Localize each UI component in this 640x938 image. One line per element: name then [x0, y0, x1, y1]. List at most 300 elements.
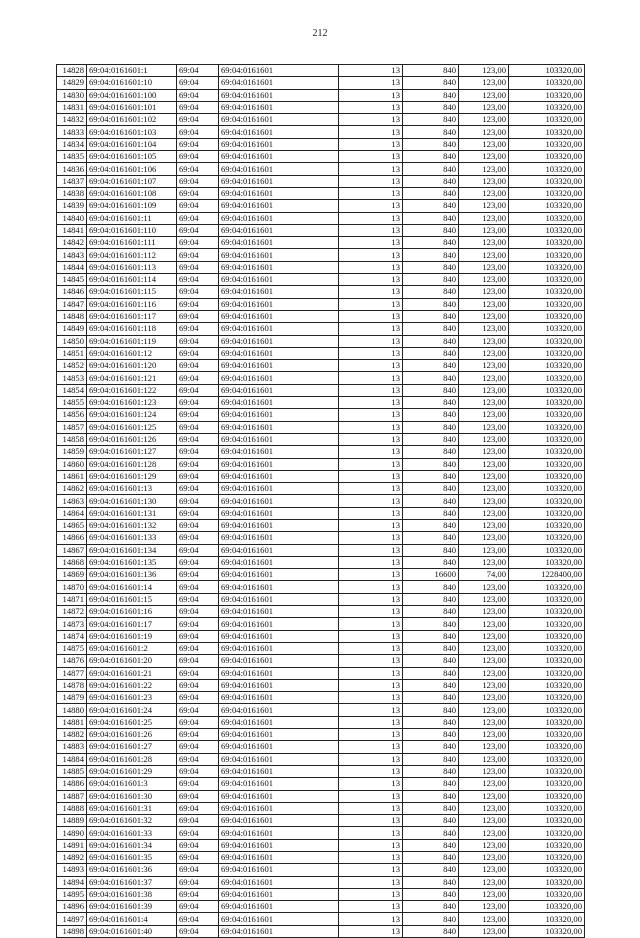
cell-district-code: 69:04	[177, 114, 219, 126]
cell-quarter-code: 69:04:0161601	[219, 397, 339, 409]
cell-cadastral-number: 69:04:0161601:134	[87, 544, 177, 556]
cell-quarter-code: 69:04:0161601	[219, 642, 339, 654]
table-row	[57, 864, 585, 876]
cell-cadastral-number: 69:04:0161601:32	[87, 815, 177, 827]
cell-rate: 123,00	[459, 384, 509, 396]
cell-rate: 123,00	[459, 815, 509, 827]
cell-rate: 123,00	[459, 655, 509, 667]
cell-area: 840	[403, 458, 459, 470]
cell-value: 103320,00	[509, 310, 585, 322]
register-table	[56, 64, 585, 938]
cell-area: 840	[403, 360, 459, 372]
cell-district-code: 69:04	[177, 655, 219, 667]
cell-quarter-code: 69:04:0161601	[219, 249, 339, 261]
cell-district-code: 69:04	[177, 888, 219, 900]
cell-cadastral-number: 69:04:0161601:22	[87, 679, 177, 691]
table-row	[57, 630, 585, 642]
cell-row-number: 14847	[57, 298, 87, 310]
cell-district-code: 69:04	[177, 790, 219, 802]
table-row	[57, 532, 585, 544]
cell-district-code: 69:04	[177, 347, 219, 359]
cell-rate: 123,00	[459, 925, 509, 937]
cell-rate: 123,00	[459, 65, 509, 77]
cell-value: 103320,00	[509, 630, 585, 642]
cell-quarter-code: 69:04:0161601	[219, 187, 339, 199]
cell-category-code: 13	[339, 77, 403, 89]
cell-value: 103320,00	[509, 888, 585, 900]
cell-value: 103320,00	[509, 249, 585, 261]
cell-category-code: 13	[339, 200, 403, 212]
table-row	[57, 261, 585, 273]
cell-category-code: 13	[339, 261, 403, 273]
cell-category-code: 13	[339, 667, 403, 679]
cell-quarter-code: 69:04:0161601	[219, 519, 339, 531]
table-row	[57, 409, 585, 421]
cell-district-code: 69:04	[177, 556, 219, 568]
cell-rate: 123,00	[459, 138, 509, 150]
cell-category-code: 13	[339, 716, 403, 728]
cell-row-number: 14828	[57, 65, 87, 77]
table-row	[57, 765, 585, 777]
cell-category-code: 13	[339, 101, 403, 113]
table-row	[57, 298, 585, 310]
cell-area: 840	[403, 126, 459, 138]
cell-row-number: 14895	[57, 888, 87, 900]
cell-rate: 123,00	[459, 544, 509, 556]
cell-row-number: 14840	[57, 212, 87, 224]
cell-row-number: 14859	[57, 446, 87, 458]
cell-district-code: 69:04	[177, 323, 219, 335]
cell-quarter-code: 69:04:0161601	[219, 224, 339, 236]
cell-quarter-code: 69:04:0161601	[219, 618, 339, 630]
cell-category-code: 13	[339, 655, 403, 667]
cell-quarter-code: 69:04:0161601	[219, 298, 339, 310]
cell-quarter-code: 69:04:0161601	[219, 692, 339, 704]
cell-cadastral-number: 69:04:0161601:1	[87, 65, 177, 77]
table-row	[57, 163, 585, 175]
cell-cadastral-number: 69:04:0161601:129	[87, 470, 177, 482]
cell-rate: 123,00	[459, 618, 509, 630]
cell-area: 840	[403, 409, 459, 421]
cell-cadastral-number: 69:04:0161601:39	[87, 901, 177, 913]
cell-row-number: 14878	[57, 679, 87, 691]
cell-quarter-code: 69:04:0161601	[219, 421, 339, 433]
cell-cadastral-number: 69:04:0161601:114	[87, 274, 177, 286]
cell-value: 103320,00	[509, 815, 585, 827]
cell-district-code: 69:04	[177, 852, 219, 864]
cell-value: 103320,00	[509, 864, 585, 876]
cell-rate: 123,00	[459, 151, 509, 163]
cell-cadastral-number: 69:04:0161601:20	[87, 655, 177, 667]
cell-district-code: 69:04	[177, 335, 219, 347]
cell-rate: 123,00	[459, 827, 509, 839]
cell-quarter-code: 69:04:0161601	[219, 89, 339, 101]
cell-district-code: 69:04	[177, 606, 219, 618]
cell-quarter-code: 69:04:0161601	[219, 163, 339, 175]
cell-value: 103320,00	[509, 65, 585, 77]
cell-value: 103320,00	[509, 335, 585, 347]
cell-value: 103320,00	[509, 77, 585, 89]
cell-rate: 123,00	[459, 409, 509, 421]
cell-row-number: 14863	[57, 495, 87, 507]
cell-rate: 123,00	[459, 458, 509, 470]
table-row	[57, 519, 585, 531]
cell-quarter-code: 69:04:0161601	[219, 286, 339, 298]
cell-district-code: 69:04	[177, 249, 219, 261]
cell-category-code: 13	[339, 507, 403, 519]
cell-cadastral-number: 69:04:0161601:40	[87, 925, 177, 937]
cell-cadastral-number: 69:04:0161601:103	[87, 126, 177, 138]
cell-district-code: 69:04	[177, 151, 219, 163]
cell-cadastral-number: 69:04:0161601:132	[87, 519, 177, 531]
cell-area: 840	[403, 446, 459, 458]
cell-row-number: 14835	[57, 151, 87, 163]
cell-quarter-code: 69:04:0161601	[219, 827, 339, 839]
cell-row-number: 14868	[57, 556, 87, 568]
cell-rate: 123,00	[459, 581, 509, 593]
cell-value: 103320,00	[509, 741, 585, 753]
cell-value: 103320,00	[509, 827, 585, 839]
table-row	[57, 212, 585, 224]
cell-row-number: 14857	[57, 421, 87, 433]
cell-quarter-code: 69:04:0161601	[219, 360, 339, 372]
cell-rate: 123,00	[459, 212, 509, 224]
cell-value: 103320,00	[509, 298, 585, 310]
cell-area: 840	[403, 925, 459, 937]
cell-row-number: 14861	[57, 470, 87, 482]
cell-category-code: 13	[339, 114, 403, 126]
cell-rate: 123,00	[459, 802, 509, 814]
cell-row-number: 14841	[57, 224, 87, 236]
cell-cadastral-number: 69:04:0161601:115	[87, 286, 177, 298]
cell-row-number: 14889	[57, 815, 87, 827]
cell-cadastral-number: 69:04:0161601:126	[87, 433, 177, 445]
cell-row-number: 14846	[57, 286, 87, 298]
cell-value: 103320,00	[509, 593, 585, 605]
cell-category-code: 13	[339, 212, 403, 224]
cell-quarter-code: 69:04:0161601	[219, 138, 339, 150]
cell-rate: 123,00	[459, 224, 509, 236]
cell-district-code: 69:04	[177, 175, 219, 187]
cell-cadastral-number: 69:04:0161601:100	[87, 89, 177, 101]
cell-quarter-code: 69:04:0161601	[219, 433, 339, 445]
cell-rate: 123,00	[459, 274, 509, 286]
cell-quarter-code: 69:04:0161601	[219, 175, 339, 187]
cell-category-code: 13	[339, 397, 403, 409]
cell-rate: 123,00	[459, 679, 509, 691]
cell-district-code: 69:04	[177, 433, 219, 445]
cell-district-code: 69:04	[177, 753, 219, 765]
cell-rate: 123,00	[459, 360, 509, 372]
cell-area: 840	[403, 286, 459, 298]
cell-category-code: 13	[339, 483, 403, 495]
table-row	[57, 65, 585, 77]
table-row	[57, 901, 585, 913]
cell-area: 840	[403, 876, 459, 888]
cell-district-code: 69:04	[177, 741, 219, 753]
cell-area: 840	[403, 618, 459, 630]
cell-district-code: 69:04	[177, 200, 219, 212]
cell-category-code: 13	[339, 458, 403, 470]
cell-area: 840	[403, 864, 459, 876]
cell-area: 840	[403, 716, 459, 728]
cell-row-number: 14865	[57, 519, 87, 531]
cell-category-code: 13	[339, 372, 403, 384]
cell-row-number: 14833	[57, 126, 87, 138]
table-row	[57, 433, 585, 445]
cell-quarter-code: 69:04:0161601	[219, 581, 339, 593]
cell-district-code: 69:04	[177, 507, 219, 519]
table-row	[57, 692, 585, 704]
table-row	[57, 606, 585, 618]
cell-row-number: 14894	[57, 876, 87, 888]
cell-value: 103320,00	[509, 237, 585, 249]
cell-row-number: 14893	[57, 864, 87, 876]
cell-value: 103320,00	[509, 89, 585, 101]
cell-category-code: 13	[339, 237, 403, 249]
cell-category-code: 13	[339, 138, 403, 150]
table-row	[57, 876, 585, 888]
cell-category-code: 13	[339, 913, 403, 925]
cell-cadastral-number: 69:04:0161601:34	[87, 839, 177, 851]
cell-rate: 123,00	[459, 397, 509, 409]
table-row	[57, 237, 585, 249]
cell-area: 840	[403, 261, 459, 273]
cell-cadastral-number: 69:04:0161601:10	[87, 77, 177, 89]
cell-area: 840	[403, 765, 459, 777]
cell-cadastral-number: 69:04:0161601:24	[87, 704, 177, 716]
cell-value: 103320,00	[509, 876, 585, 888]
cell-cadastral-number: 69:04:0161601:116	[87, 298, 177, 310]
cell-area: 840	[403, 138, 459, 150]
cell-value: 103320,00	[509, 446, 585, 458]
cell-quarter-code: 69:04:0161601	[219, 606, 339, 618]
cell-rate: 123,00	[459, 298, 509, 310]
cell-district-code: 69:04	[177, 630, 219, 642]
cell-rate: 123,00	[459, 89, 509, 101]
cell-category-code: 13	[339, 692, 403, 704]
cell-cadastral-number: 69:04:0161601:118	[87, 323, 177, 335]
cell-district-code: 69:04	[177, 679, 219, 691]
cell-cadastral-number: 69:04:0161601:102	[87, 114, 177, 126]
cell-value: 103320,00	[509, 126, 585, 138]
cell-rate: 123,00	[459, 126, 509, 138]
cell-cadastral-number: 69:04:0161601:108	[87, 187, 177, 199]
table-row	[57, 101, 585, 113]
cell-district-code: 69:04	[177, 642, 219, 654]
cell-rate: 123,00	[459, 372, 509, 384]
cell-area: 840	[403, 852, 459, 864]
cell-row-number: 14892	[57, 852, 87, 864]
cell-category-code: 13	[339, 765, 403, 777]
cell-quarter-code: 69:04:0161601	[219, 729, 339, 741]
cell-rate: 123,00	[459, 753, 509, 765]
cell-district-code: 69:04	[177, 519, 219, 531]
cell-value: 103320,00	[509, 618, 585, 630]
cell-cadastral-number: 69:04:0161601:101	[87, 101, 177, 113]
cell-area: 16600	[403, 569, 459, 581]
cell-area: 840	[403, 913, 459, 925]
cell-district-code: 69:04	[177, 876, 219, 888]
table-row	[57, 347, 585, 359]
cell-district-code: 69:04	[177, 839, 219, 851]
table-row	[57, 151, 585, 163]
cell-rate: 123,00	[459, 519, 509, 531]
cell-quarter-code: 69:04:0161601	[219, 372, 339, 384]
cell-area: 840	[403, 483, 459, 495]
cell-rate: 74,00	[459, 569, 509, 581]
cell-cadastral-number: 69:04:0161601:19	[87, 630, 177, 642]
cell-area: 840	[403, 741, 459, 753]
cell-district-code: 69:04	[177, 532, 219, 544]
cell-value: 103320,00	[509, 716, 585, 728]
cell-rate: 123,00	[459, 778, 509, 790]
cell-cadastral-number: 69:04:0161601:130	[87, 495, 177, 507]
cell-area: 840	[403, 729, 459, 741]
cell-quarter-code: 69:04:0161601	[219, 753, 339, 765]
cell-rate: 123,00	[459, 261, 509, 273]
cell-cadastral-number: 69:04:0161601:107	[87, 175, 177, 187]
cell-row-number: 14854	[57, 384, 87, 396]
cell-quarter-code: 69:04:0161601	[219, 667, 339, 679]
cell-cadastral-number: 69:04:0161601:117	[87, 310, 177, 322]
cell-area: 840	[403, 421, 459, 433]
cell-value: 103320,00	[509, 913, 585, 925]
cell-cadastral-number: 69:04:0161601:26	[87, 729, 177, 741]
cell-category-code: 13	[339, 495, 403, 507]
cell-quarter-code: 69:04:0161601	[219, 815, 339, 827]
cell-row-number: 14867	[57, 544, 87, 556]
cell-area: 840	[403, 593, 459, 605]
cell-value: 103320,00	[509, 101, 585, 113]
cell-area: 840	[403, 606, 459, 618]
cell-area: 840	[403, 642, 459, 654]
cell-category-code: 13	[339, 163, 403, 175]
cell-category-code: 13	[339, 446, 403, 458]
cell-area: 840	[403, 249, 459, 261]
cell-rate: 123,00	[459, 101, 509, 113]
cell-area: 840	[403, 114, 459, 126]
cell-rate: 123,00	[459, 237, 509, 249]
cell-quarter-code: 69:04:0161601	[219, 212, 339, 224]
cell-rate: 123,00	[459, 606, 509, 618]
table-row	[57, 470, 585, 482]
cell-area: 840	[403, 667, 459, 679]
cell-cadastral-number: 69:04:0161601:106	[87, 163, 177, 175]
cell-cadastral-number: 69:04:0161601:104	[87, 138, 177, 150]
cell-area: 840	[403, 544, 459, 556]
table-row	[57, 618, 585, 630]
table-row	[57, 925, 585, 937]
cell-cadastral-number: 69:04:0161601:127	[87, 446, 177, 458]
cell-category-code: 13	[339, 421, 403, 433]
cell-value: 103320,00	[509, 483, 585, 495]
cell-area: 840	[403, 556, 459, 568]
cell-quarter-code: 69:04:0161601	[219, 704, 339, 716]
cell-value: 1228400,00	[509, 569, 585, 581]
cell-district-code: 69:04	[177, 89, 219, 101]
cell-quarter-code: 69:04:0161601	[219, 913, 339, 925]
cell-district-code: 69:04	[177, 704, 219, 716]
cell-quarter-code: 69:04:0161601	[219, 114, 339, 126]
table-row	[57, 778, 585, 790]
table-row	[57, 89, 585, 101]
cell-district-code: 69:04	[177, 126, 219, 138]
cell-value: 103320,00	[509, 556, 585, 568]
table-row	[57, 274, 585, 286]
cell-rate: 123,00	[459, 692, 509, 704]
cell-rate: 123,00	[459, 642, 509, 654]
cell-row-number: 14855	[57, 397, 87, 409]
cell-quarter-code: 69:04:0161601	[219, 458, 339, 470]
cell-district-code: 69:04	[177, 187, 219, 199]
cell-quarter-code: 69:04:0161601	[219, 409, 339, 421]
cell-quarter-code: 69:04:0161601	[219, 778, 339, 790]
table-row	[57, 655, 585, 667]
table-row	[57, 138, 585, 150]
cell-row-number: 14871	[57, 593, 87, 605]
cell-quarter-code: 69:04:0161601	[219, 384, 339, 396]
cell-district-code: 69:04	[177, 483, 219, 495]
cell-district-code: 69:04	[177, 692, 219, 704]
cell-quarter-code: 69:04:0161601	[219, 483, 339, 495]
cell-cadastral-number: 69:04:0161601:17	[87, 618, 177, 630]
cell-row-number: 14879	[57, 692, 87, 704]
cell-district-code: 69:04	[177, 138, 219, 150]
table-row	[57, 802, 585, 814]
cell-area: 840	[403, 65, 459, 77]
cell-cadastral-number: 69:04:0161601:121	[87, 372, 177, 384]
cell-rate: 123,00	[459, 187, 509, 199]
cell-value: 103320,00	[509, 495, 585, 507]
cell-area: 840	[403, 507, 459, 519]
cell-category-code: 13	[339, 581, 403, 593]
cell-row-number: 14875	[57, 642, 87, 654]
cell-value: 103320,00	[509, 212, 585, 224]
cell-area: 840	[403, 827, 459, 839]
cell-rate: 123,00	[459, 532, 509, 544]
cell-cadastral-number: 69:04:0161601:112	[87, 249, 177, 261]
cell-rate: 123,00	[459, 77, 509, 89]
cell-district-code: 69:04	[177, 470, 219, 482]
table-row	[57, 790, 585, 802]
cell-value: 103320,00	[509, 655, 585, 667]
cell-cadastral-number: 69:04:0161601:30	[87, 790, 177, 802]
cell-quarter-code: 69:04:0161601	[219, 569, 339, 581]
cell-district-code: 69:04	[177, 446, 219, 458]
table-row	[57, 335, 585, 347]
cell-cadastral-number: 69:04:0161601:29	[87, 765, 177, 777]
cell-rate: 123,00	[459, 483, 509, 495]
cell-quarter-code: 69:04:0161601	[219, 716, 339, 728]
cell-row-number: 14877	[57, 667, 87, 679]
cell-district-code: 69:04	[177, 729, 219, 741]
cell-row-number: 14832	[57, 114, 87, 126]
cell-row-number: 14844	[57, 261, 87, 273]
cell-category-code: 13	[339, 839, 403, 851]
cell-district-code: 69:04	[177, 815, 219, 827]
cell-category-code: 13	[339, 286, 403, 298]
cell-value: 103320,00	[509, 347, 585, 359]
cell-category-code: 13	[339, 470, 403, 482]
cell-category-code: 13	[339, 925, 403, 937]
cell-cadastral-number: 69:04:0161601:105	[87, 151, 177, 163]
table-row	[57, 384, 585, 396]
cell-quarter-code: 69:04:0161601	[219, 839, 339, 851]
cell-quarter-code: 69:04:0161601	[219, 65, 339, 77]
cell-value: 103320,00	[509, 261, 585, 273]
cell-rate: 123,00	[459, 716, 509, 728]
